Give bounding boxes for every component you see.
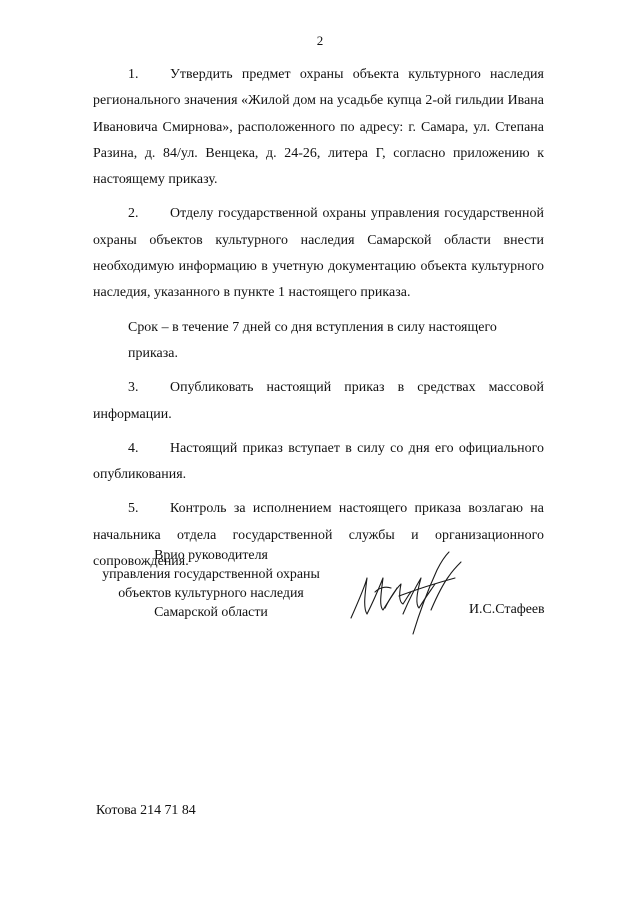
clause-text: Опубликовать настоящий приказ в средствах массовой информации. [93, 380, 544, 422]
clause-text: Настоящий приказ вступает в силу со дня его официального опубликования. [93, 440, 544, 483]
clause-number: 2. [128, 206, 139, 222]
handwritten-signature [345, 548, 465, 636]
page-number: 2 [316, 33, 324, 48]
clause-text: Утвердить предмет охраны объекта культурного наследия регионального значения «Жилой дом на усадьбе купца 2-ой гильдии Ивана Ивановича Смирнова», расположенного по адресу: г. Самара, ул. Степана Разина, д. 84/ул. Венцека, д. 24-26, литера Г, согласно приложению к настоящему приказу. [93, 67, 544, 188]
signatory-position [96, 546, 326, 622]
clause-text: Отделу государственной охраны управления государственной охраны объектов культурного наследия Самарской области внести необходимую информацию в учетную документацию объекта культурного наследия, указанного в пункте 1 настоящего приказа. [93, 206, 544, 301]
order-body [93, 62, 544, 583]
position-line: Самарской области [154, 605, 268, 620]
position-line: управления государственной охраны [102, 567, 320, 582]
signer-name: И.С.Стафеев [469, 602, 545, 617]
clause-number: 5. [128, 501, 139, 517]
deadline-paragraph [93, 315, 544, 368]
clause-text: Контроль за исполнением настоящего приказа возлагаю на начальника отдела государственной службы и организационного сопровождения. [93, 501, 544, 570]
clause-number: 3. [128, 380, 139, 396]
deadline-continuation: приказа. [128, 345, 179, 361]
executor-contact: Котова 214 71 84 [96, 803, 196, 818]
position-line: объектов культурного наследия [118, 586, 304, 601]
clause-3 [93, 375, 544, 428]
clause-4 [93, 436, 544, 489]
clause-1 [93, 62, 544, 193]
deadline-text: Срок – в течение 7 дней со дня вступления в силу настоящего [128, 319, 497, 335]
clause-number: 1. [128, 67, 139, 82]
clause-2 [93, 201, 544, 306]
clause-number: 4. [128, 440, 139, 456]
position-line: Врио руководителя [154, 548, 268, 563]
